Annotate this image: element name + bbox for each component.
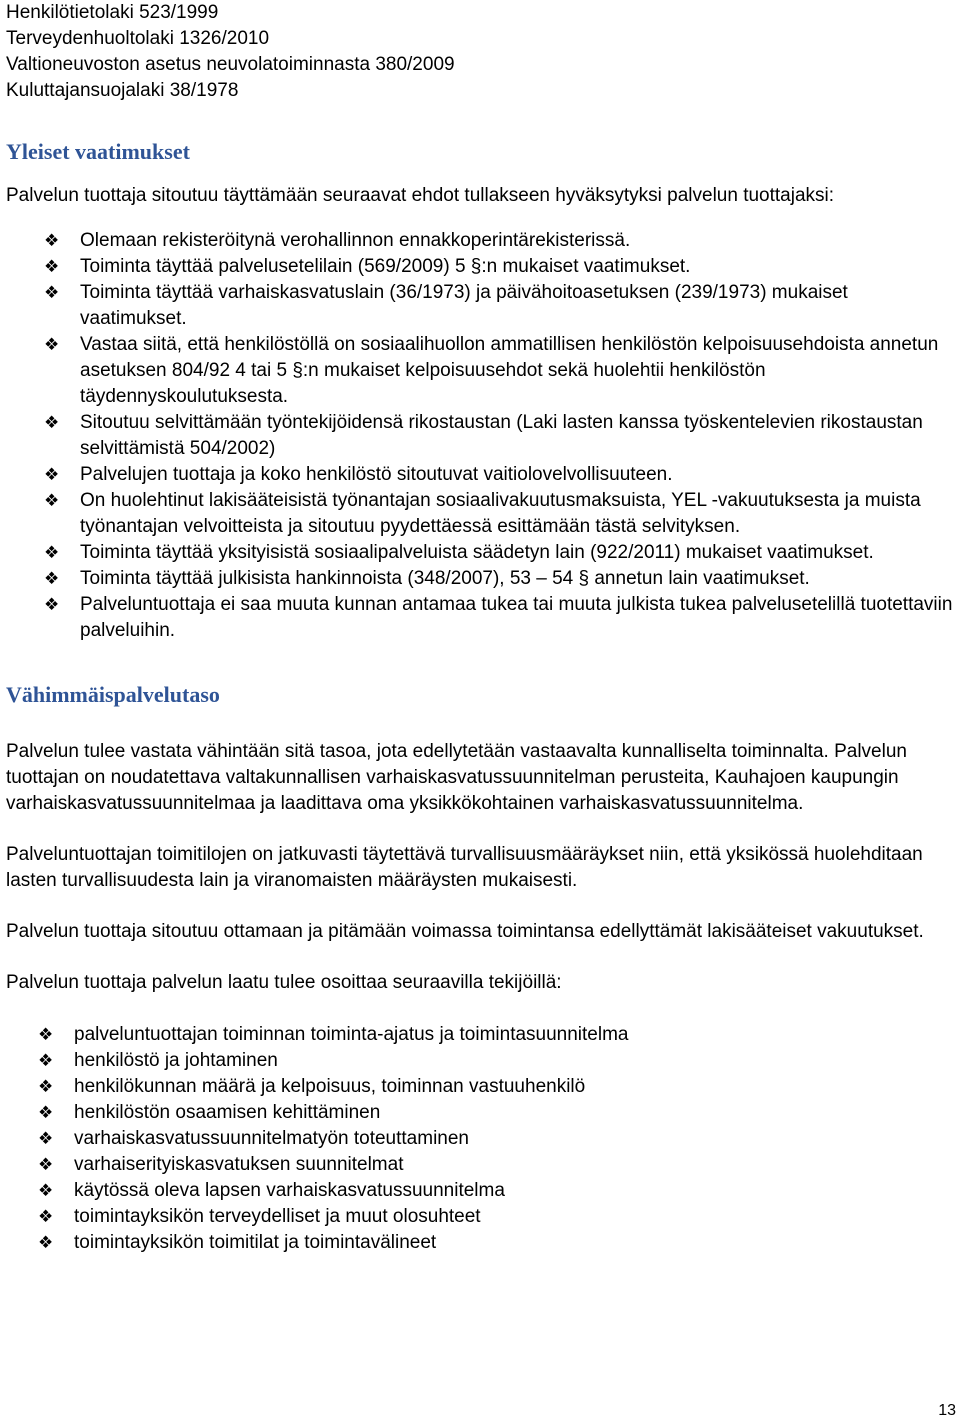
list-item: [6, 1152, 956, 1178]
list-item: [6, 1048, 956, 1074]
law-item: Kuluttajansuojalaki 38/1978: [6, 80, 239, 101]
list-item: [6, 1126, 956, 1152]
list-item-text: palveluntuottajan toiminnan toiminta-ajatus ja toimintasuunnitelma: [74, 1024, 629, 1045]
diamond-bullet-icon: ❖: [38, 1103, 54, 1122]
diamond-bullet-icon: ❖: [38, 1077, 54, 1096]
quality-factors-list: [6, 1022, 956, 1256]
diamond-bullet-icon: ❖: [38, 1155, 54, 1174]
list-item: [6, 1230, 956, 1256]
list-item-text: Vastaa siitä, että henkilöstöllä on sosiaalihuollon ammatillisen henkilöstön kelpoisuusehdoista annetun asetuksen 804/92 4 tai 5 §:n mukaiset kelpoisuusehdot sekä huolehtii henkilöstön täydennyskoulutuksesta.: [80, 334, 939, 407]
diamond-bullet-icon: ❖: [38, 1233, 54, 1252]
list-item-text: Toiminta täyttää varhaiskasvatuslain (36/1973) ja päivähoitoasetuksen (239/1973) mukaiset vaatimukset.: [80, 282, 848, 329]
list-item: [6, 228, 956, 254]
diamond-bullet-icon: ❖: [44, 257, 60, 276]
list-item-text: On huolehtinut lakisääteisistä työnantajan sosiaalivakuutusmaksuista, YEL -vakuutuksesta ja muista työnantajan velvoitteista ja sitoutuu pyydettäessä esittämään tästä selvityksen.: [80, 490, 921, 537]
list-item: [6, 540, 956, 566]
section-heading-minimum: Vähimmäispalvelutaso: [6, 682, 220, 707]
paragraph: Palvelun tuottaja sitoutuu ottamaan ja pitämään voimassa toimintansa edellyttämät lakisääteiset vakuutukset.: [6, 921, 924, 942]
paragraph: Palveluntuottajan toimitilojen on jatkuvasti täytettävä turvallisuusmääräykset niin, että yksikössä huolehditaan lasten turvallisuudesta lain ja viranomaisten määräysten mukaisesti.: [6, 844, 923, 891]
list-item-text: toimintayksikön terveydelliset ja muut olosuhteet: [74, 1206, 481, 1227]
list-item: [6, 1022, 956, 1048]
list-item-text: Palvelujen tuottaja ja koko henkilöstö sitoutuvat vaitiolovelvollisuuteen.: [80, 464, 673, 485]
diamond-bullet-icon: ❖: [44, 231, 60, 250]
list-item-text: Palveluntuottaja ei saa muuta kunnan antamaa tukea tai muuta julkista tukea palvelusetelillä tuotettaviin palveluihin.: [80, 594, 953, 641]
list-item: [6, 254, 956, 280]
list-item: [6, 488, 956, 540]
list-item: [6, 566, 956, 592]
law-list: [6, 0, 956, 104]
diamond-bullet-icon: ❖: [44, 465, 60, 484]
list-item: [6, 1074, 956, 1100]
list-item-text: Olemaan rekisteröitynä verohallinnon ennakkoperintärekisterissä.: [80, 230, 631, 251]
diamond-bullet-icon: ❖: [38, 1181, 54, 1200]
diamond-bullet-icon: ❖: [38, 1051, 54, 1070]
list-item-text: Toiminta täyttää palvelusetelilain (569/2009) 5 §:n mukaiset vaatimukset.: [80, 256, 691, 277]
diamond-bullet-icon: ❖: [38, 1129, 54, 1148]
list-item: [6, 1100, 956, 1126]
list-item-text: käytössä oleva lapsen varhaiskasvatussuunnitelma: [74, 1180, 505, 1201]
list-item: [6, 332, 956, 410]
diamond-bullet-icon: ❖: [38, 1207, 54, 1226]
list-item: [6, 1178, 956, 1204]
list-item-text: varhaiskasvatussuunnitelmatyön toteuttaminen: [74, 1128, 470, 1149]
document-page: [6, 0, 956, 1256]
paragraph: Palvelun tuottaja palvelun laatu tulee osoittaa seuraavilla tekijöillä:: [6, 972, 562, 993]
diamond-bullet-icon: ❖: [44, 595, 60, 614]
law-item: Terveydenhuoltolaki 1326/2010: [6, 28, 270, 49]
list-item-text: Toiminta täyttää julkisista hankinnoista (348/2007), 53 – 54 § annetun lain vaatimukset.: [80, 568, 810, 589]
diamond-bullet-icon: ❖: [44, 413, 60, 432]
list-item-text: toimintayksikön toimitilat ja toimintavälineet: [74, 1232, 437, 1253]
requirements-list: [6, 228, 956, 644]
diamond-bullet-icon: ❖: [44, 335, 60, 354]
list-item: [6, 1204, 956, 1230]
diamond-bullet-icon: ❖: [44, 491, 60, 510]
diamond-bullet-icon: ❖: [44, 543, 60, 562]
list-item-text: Toiminta täyttää yksityisistä sosiaalipalveluista säädetyn lain (922/2011) mukaiset vaatimukset.: [80, 542, 874, 563]
list-item-text: henkilöstön osaamisen kehittäminen: [74, 1102, 381, 1123]
list-item: [6, 280, 956, 332]
general-intro: Palvelun tuottaja sitoutuu täyttämään seuraavat ehdot tullakseen hyväksytyksi palvelun tuottajaksi:: [6, 185, 835, 206]
paragraph: Palvelun tulee vastata vähintään sitä tasoa, jota edellytetään vastaavalta kunnalliselta toiminnalta. Palvelun tuottajan on noudatettava valtakunnallisen varhaiskasvatussuunnitelman perusteita, Kauhajoen kaupungin varhaiskasvatussuunnitelmaa ja laadittava oma yksikkökohtainen varhaiskasvatussuunnitelma.: [6, 741, 907, 814]
law-item: Valtioneuvoston asetus neuvolatoiminnasta 380/2009: [6, 54, 455, 75]
list-item-text: Sitoutuu selvittämään työntekijöidensä rikostaustan (Laki lasten kanssa työskentelevien rikostaustan selvittämistä 504/2002): [80, 412, 923, 459]
list-item: [6, 592, 956, 644]
diamond-bullet-icon: ❖: [38, 1025, 54, 1044]
list-item: [6, 410, 956, 462]
law-item: Henkilötietolaki 523/1999: [6, 2, 219, 23]
list-item-text: varhaiserityiskasvatuksen suunnitelmat: [74, 1154, 404, 1175]
list-item-text: henkilökunnan määrä ja kelpoisuus, toiminnan vastuuhenkilö: [74, 1076, 586, 1097]
page-number: 13: [938, 1402, 956, 1419]
list-item: [6, 462, 956, 488]
section-heading-general: Yleiset vaatimukset: [6, 139, 190, 164]
diamond-bullet-icon: ❖: [44, 283, 60, 302]
list-item-text: henkilöstö ja johtaminen: [74, 1050, 278, 1071]
diamond-bullet-icon: ❖: [44, 569, 60, 588]
